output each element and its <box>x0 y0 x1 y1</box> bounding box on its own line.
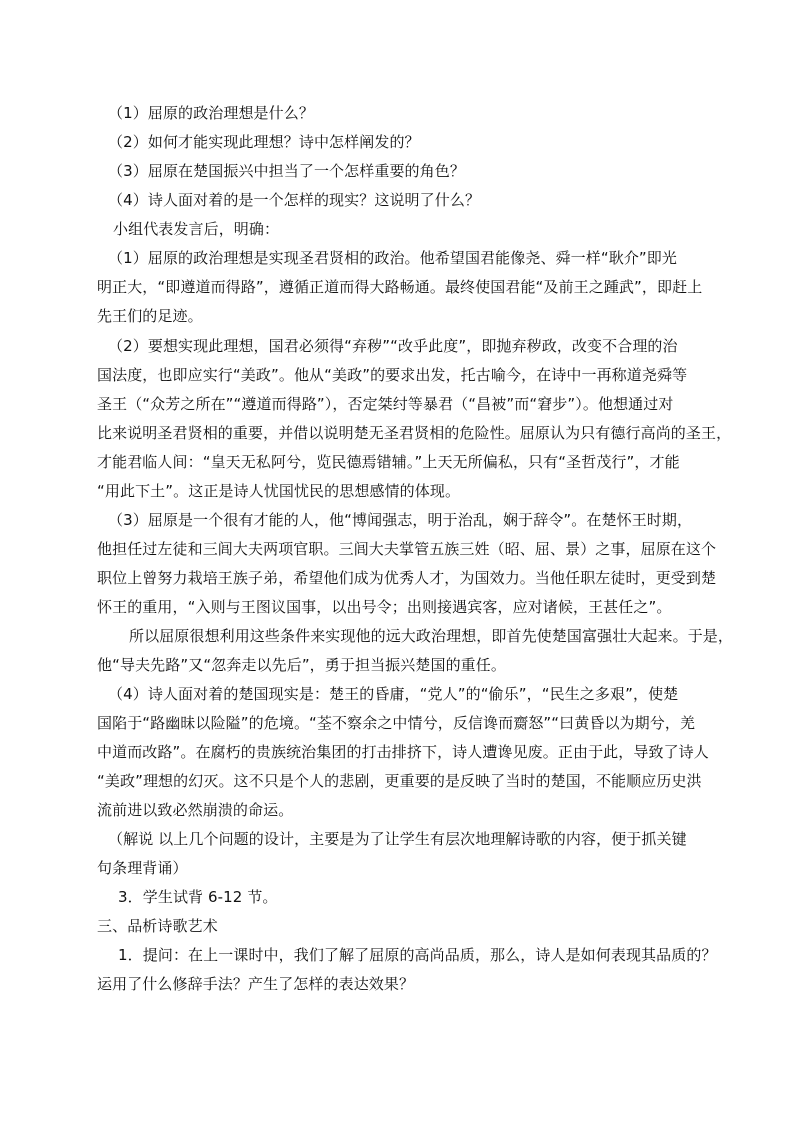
answer-3-line-5: 所以屈原很想利用这些条件来实现他的远大政治理想，即首先使楚国富强壮大起来。于是， <box>129 627 734 645</box>
answer-2-line-1: （2）要想实现此理想，国君必须得“弃秽”“改乎此度”，即抛弃秽政，改变不合理的治 <box>108 337 678 355</box>
question-3: （3）屈原在楚国振兴中担当了一个怎样重要的角色？ <box>108 162 465 180</box>
note-line-1: （解说 以上几个问题的设计，主要是为了让学生有层次地理解诗歌的内容，便于抓关键 <box>108 830 687 848</box>
answer-1-line-1: （1）屈原的政治理想是实现圣君贤相的政治。他希望国君能像尧、舜一样“耿介”即光 <box>108 249 677 267</box>
answer-4-line-4: “美政”理想的幻灭。这不只是个人的悲剧，更重要的是反映了当时的楚国，不能顺应历史洪 <box>97 772 702 790</box>
answer-3-line-2: 他担任过左徒和三闾大夫两项官职。三闾大夫掌管五族三姓（昭、屈、景）之事，屈原在这个 <box>97 540 717 558</box>
question-1: （1）屈原的政治理想是什么？ <box>108 104 314 122</box>
question-4: （4）诗人面对着的是一个怎样的现实？这说明了什么？ <box>108 191 481 209</box>
answer-4-line-2: 国陷于“路幽昧以险隘”的危境。“荃不察余之中情兮，反信谗而齌怒”“曰黄昏以为期兮，羌 <box>97 714 696 732</box>
answer-2-line-5: 才能君临人间：“皇天无私阿兮，览民德焉错辅。”上天无所偏私，只有“圣哲茂行”，才能 <box>97 453 680 471</box>
answer-3-line-6: 他“导夫先路”又“忽奔走以先后”，勇于担当振兴楚国的重任。 <box>97 656 506 674</box>
answer-1-line-3: 先王们的足迹。 <box>97 307 203 325</box>
answer-3-line-3: 职位上曾努力栽培王族子弟，希望他们成为优秀人才，为国效力。当他任职左徒时，更受到楚 <box>97 569 717 587</box>
question-2: （2）如何才能实现此理想？诗中怎样阐发的？ <box>108 133 420 151</box>
step-3: 3．学生试背 6-12 节。 <box>118 888 278 906</box>
answer-3-line-1: （3）屈原是一个很有才能的人，他“博闻强志，明于治乱，娴于辞令”。在楚怀王时期， <box>108 511 693 529</box>
summary-intro: 小组代表发言后，明确： <box>113 220 280 238</box>
answer-2-line-4: 比来说明圣君贤相的重要，并借以说明楚无圣君贤相的危险性。屈原认为只有德行高尚的圣王， <box>97 424 732 442</box>
answer-4-line-3: 中道而改路”。在腐朽的贵族统治集团的打击排挤下，诗人遭谗见废。正由于此，导致了诗人 <box>97 743 709 761</box>
answer-3-line-4: 怀王的重用，“入则与王图议国事，以出号令；出则接遇宾客，应对诸候，王甚任之”。 <box>97 598 672 616</box>
section-heading-3: 三、品析诗歌艺术 <box>97 917 218 935</box>
answer-4-line-1: （4）诗人面对着的楚国现实是：楚王的昏庸，“党人”的“偷乐”，“民生之多艰”，使楚 <box>108 685 679 703</box>
answer-4-line-5: 流前进以致必然崩溃的命运。 <box>97 801 294 819</box>
answer-1-line-2: 明正大，“即遵道而得路”，遵循正道而得大路畅通。最终使国君能“及前王之踵武”，即赶上 <box>97 278 703 296</box>
prompt-line-1: 1．提问：在上一课时中，我们了解了屈原的高尚品质，那么，诗人是如何表现其品质的？ <box>118 946 717 964</box>
note-line-2: 句条理背诵） <box>97 859 188 877</box>
answer-2-line-6: “用此下土”。这正是诗人忧国忧民的思想感情的体现。 <box>97 482 461 500</box>
prompt-line-2: 运用了什么修辞手法？产生了怎样的表达效果？ <box>97 975 415 993</box>
answer-2-line-2: 国法度，也即应实行“美政”。他从“美政”的要求出发，托古喻今，在诗中一再称道尧舜等 <box>97 366 688 384</box>
answer-2-line-3: 圣王（“众芳之所在”“遵道而得路”），否定桀纣等暴君（“昌被”而“窘步”）。他想通过对 <box>97 395 674 413</box>
